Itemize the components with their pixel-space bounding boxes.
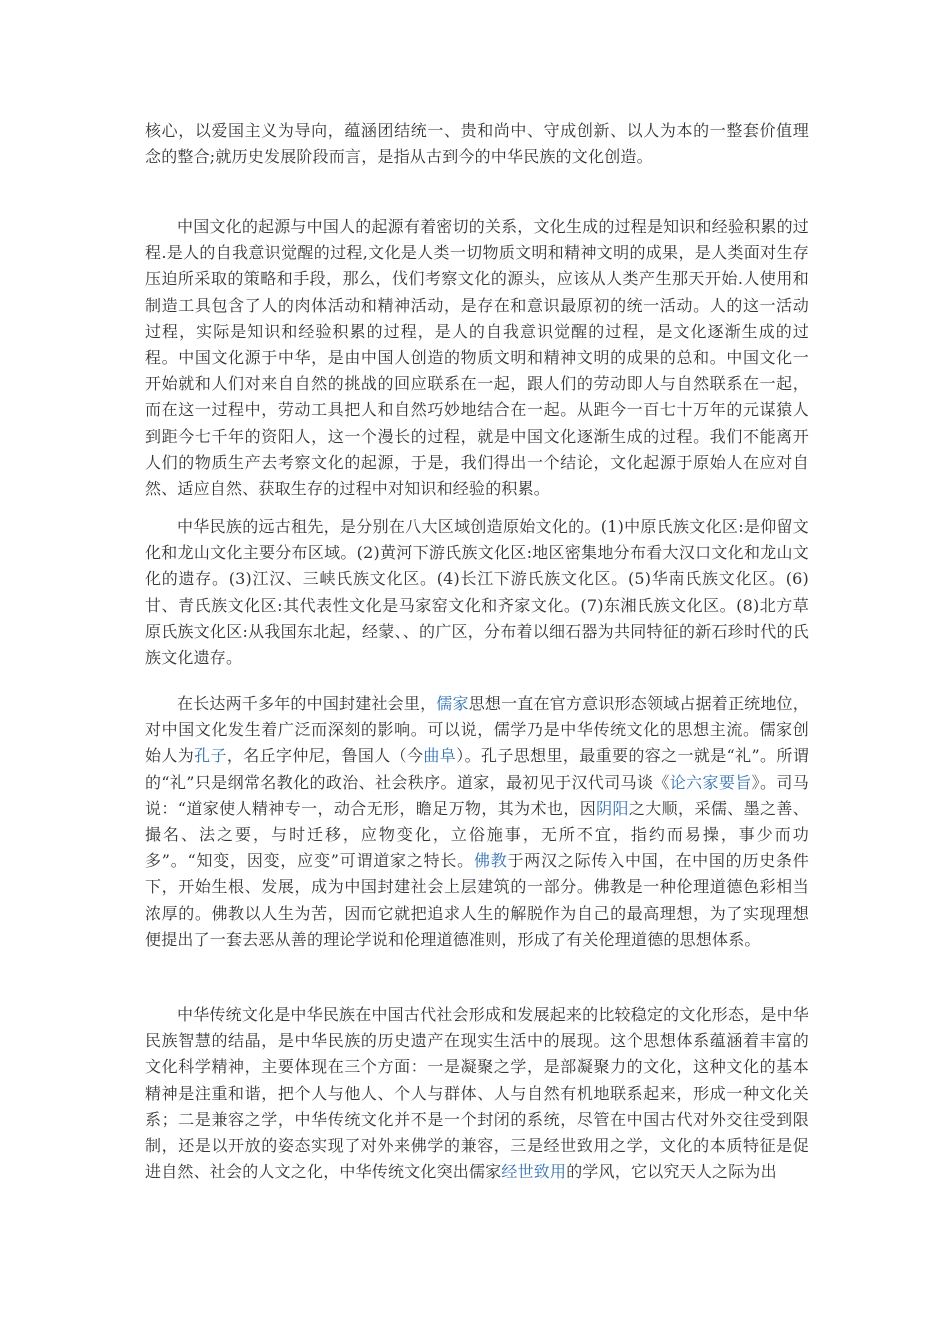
link-儒家[interactable]: 儒家 [436, 694, 469, 713]
link-曲阜[interactable]: 曲阜 [423, 746, 457, 766]
paragraph-text: 在长达两千多年的中国封建社会里， [177, 694, 437, 713]
paragraph-4 [145, 691, 809, 953]
paragraph-text: ）。孔子思想里，最重要的容之一就是“礼”。所谓的“礼”只是纲常名教化的政治、社会秩序。道家，最初见于汉代司马谈《 [145, 746, 810, 792]
paragraph-text: 于两汉之际传入中国，在中国的历史条件下，开始生根、发展，成为中国封建社会上层建筑的一部分。佛教是一种伦理道德色彩相当浓厚的。佛教以人生为苦，因而它就把追求人生的解脱作为自己的最高理想，为了实现理想便提出了一套去恶从善的理论学说和伦理道德准则，形成了有关伦理道德的思想体系。 [145, 851, 809, 949]
link-阴阳[interactable]: 阴阳 [596, 798, 629, 818]
paragraph-text: 核心，以爱国主义为导向，蕴涵团结统一、贵和尚中、守成创新、以人为本的一整套价值理念的整合;就历史发展阶段而言，是指从古到今的中华民族的文化创造。 [145, 121, 809, 167]
link-佛教[interactable]: 佛教 [473, 851, 508, 871]
paragraph-2 [145, 214, 809, 502]
paragraph-text: 思想一直在官方意识形态领域占据着正统地位，对中国文化发生着广泛而深刻的影响。可以说，儒学乃是中华传统文化的思想主流。儒家创始人为 [145, 694, 810, 766]
link-孔子[interactable]: 孔子 [194, 746, 227, 766]
paragraph-text: 之大顺，采儒、墨之善、撮名、法之要，与时迁移，应物变化，立俗施事，无所不宜，指约而易操，事少而功多”。“知变，因变，应变”可谓道家之特长。 [145, 798, 809, 871]
link-经世致用[interactable]: 经世致用 [501, 1162, 567, 1182]
paragraph-text: 》。司马说：“道家使人精神专一，动合无形，瞻足万物，其为术也，因 [145, 772, 809, 818]
paragraph-text: 中华传统文化是中华民族在中国古代社会形成和发展起来的比较稳定的文化形态，是中华民族智慧的结晶，是中华民族的历史遗产在现实生活中的展现。这个思想体系蕴涵着丰富的文化科学精神，主要体现在三个方面：一是凝聚之学，是部凝聚力的文化，这种文化的基本精神是注重和谐，把个人与他人、个人与群体、人与自然有机地联系起来，形成一种文化关系；二是兼容之学，中华传统文化并不是一个封闭的系统，尽管在中国古代对外交往受到限制，还是以开放的姿态实现了对外来佛学的兼容，三是经世致用之学，文化的本质特征是促进自然、社会的人文之化，中华传统文化突出儒家 [145, 1005, 809, 1182]
link-论六家要旨[interactable]: 论六家要旨 [669, 772, 752, 792]
paragraph-text: 中华民族的远古租先，是分别在八大区域创造原始文化的。(1)中原氏族文化区:是仰留文化和龙山文化主要分布区域。(2)黄河下游氏族文化区:地区密集地分布看大汉口文化和龙山文化的遗存。(3)江汉、三峡氏族文化区。(4)长江下游氏族文化区。(5)华南氏族文化区。(6)甘、青氏族文化区:其代表性文化是马家窑文化和齐家文化。(7)东湘氏族文化区。(8)北方草原氏族文化区:从我国东北起，经蒙、、的广区，分布着以细石器为共同特征的新石珍时代的氏族文化遗存。 [145, 517, 809, 668]
paragraph-3 [145, 514, 809, 671]
paragraph-1 [145, 118, 809, 170]
paragraph-text: ，名丘字仲尼，鲁国人（今 [226, 746, 424, 766]
paragraph-5 [145, 1002, 809, 1185]
paragraph-text: 中国文化的起源与中国人的起源有着密切的关系，文化生成的过程是知识和经验积累的过程.是人的自我意识觉醒的过程,文化是人类一切物质文明和精神文明的成果，是人类面对生存压迫所采取的策略和手段，那么，伐们考察文化的源头，应该从人类产生那天开始.人使用和制造工具包含了人的肉体活动和精神活动，是存在和意识最原初的统一活动。人的这一活动过程，实际是知识和经验积累的过程，是人的自我意识觉醒的过程，是文化逐渐生成的过程。中国文化源于中华，是由中国人创造的物质文明和精神文明的成果的总和。中国文化一开始就和人们对来自自然的挑战的回应联系在一起，跟人们的劳动即人与自然联系在一起，而在这一过程中，劳动工具把人和自然巧妙地结合在一起。从距今一百七十万年的元谋猿人到距今七千年的资阳人，这一个漫长的过程，就是中国文化逐渐生成的过程。我们不能离开人们的物质生产去考察文化的起源，于是，我们得出一个结论，文化起源于原始人在应对自然、适应自然、获取生存的过程中对知识和经验的积累。 [145, 217, 809, 499]
paragraph-text: 的学风，它以究天人之际为出 [566, 1162, 777, 1182]
